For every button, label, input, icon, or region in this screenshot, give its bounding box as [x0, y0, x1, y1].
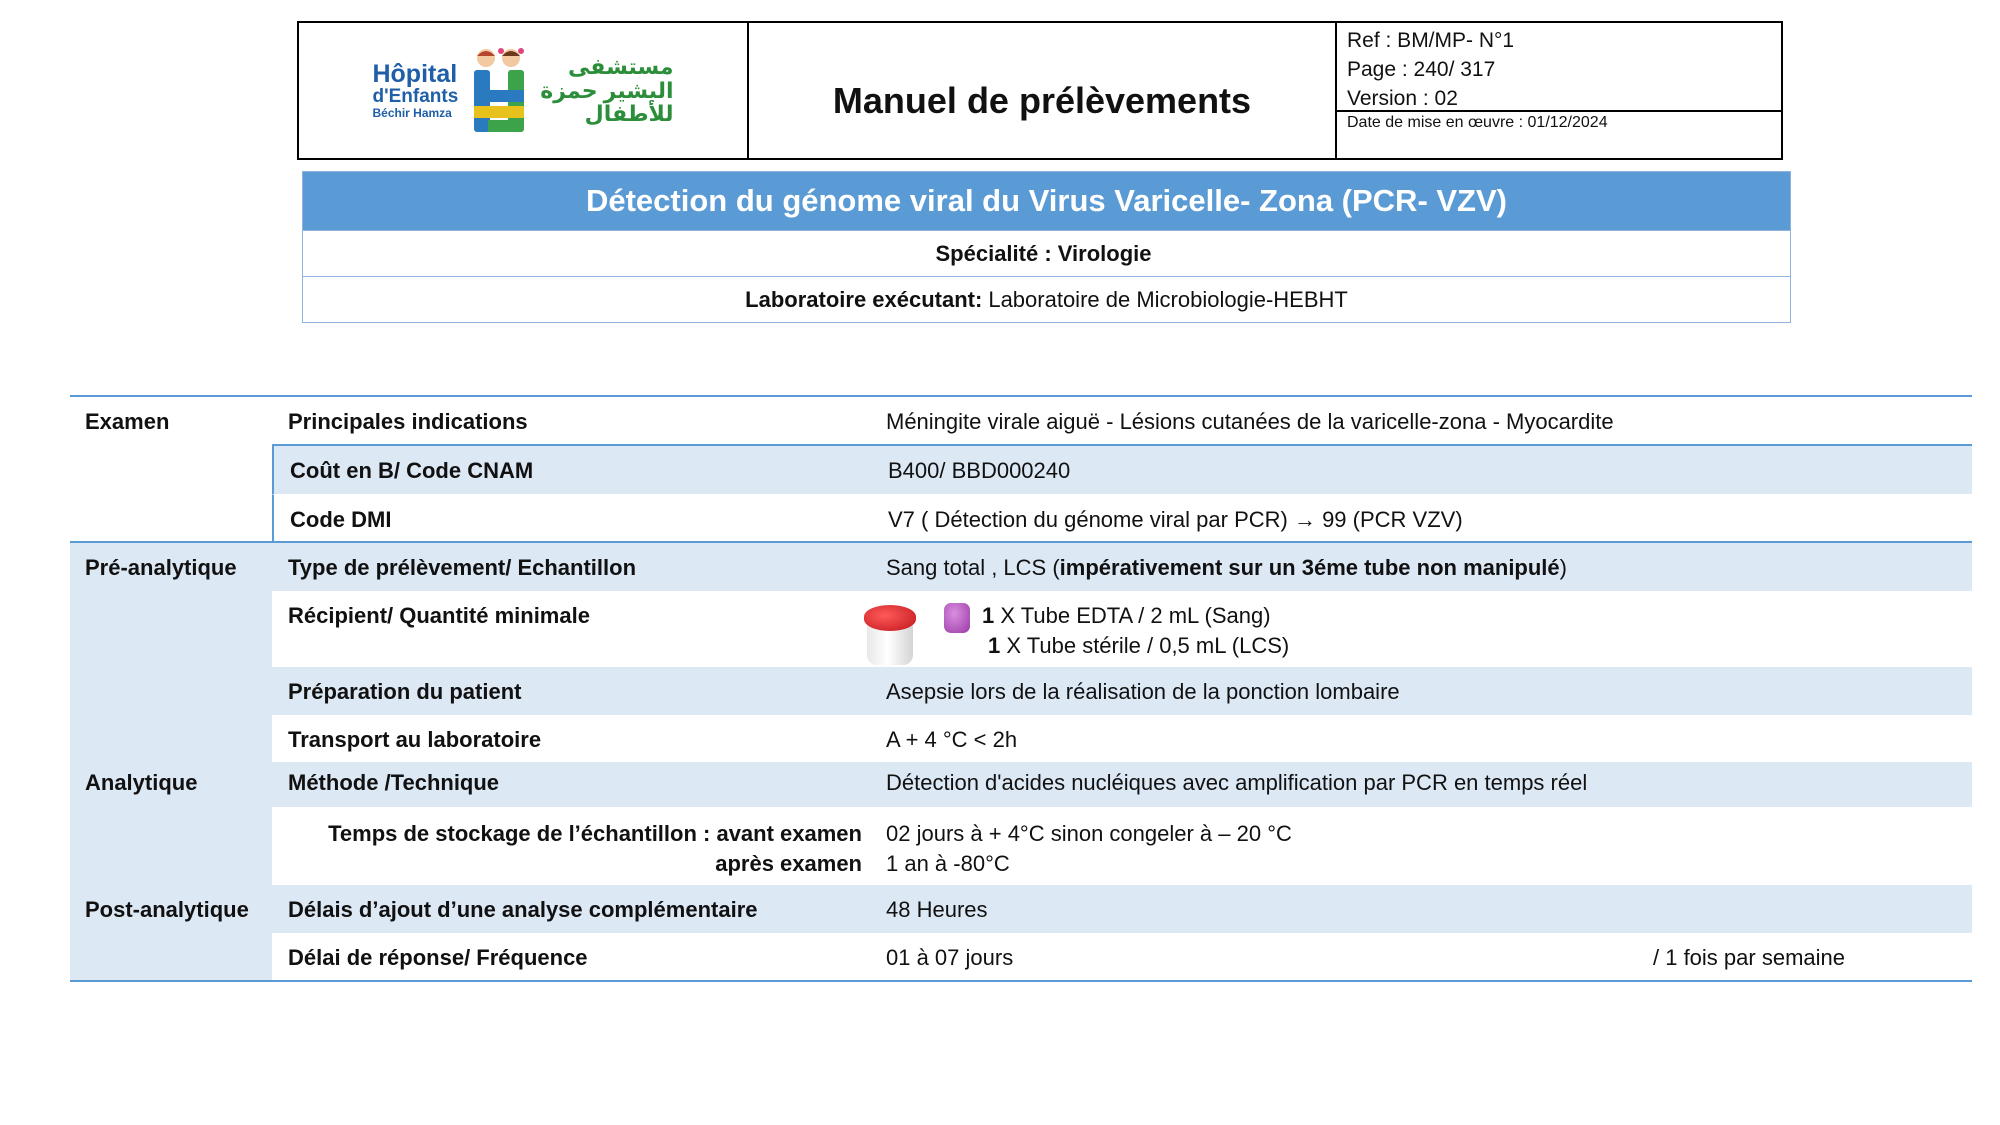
- container-2: X Tube stérile / 0,5 mL (LCS): [1000, 633, 1290, 658]
- row-label: Délai de réponse/ Fréquence: [288, 945, 588, 970]
- meta-top: [1337, 23, 1781, 112]
- table-row: [70, 591, 1972, 667]
- frequency: / 1 fois par semaine: [1653, 945, 1845, 970]
- storage-label-before: Temps de stockage de l’échantillon : avant examen: [328, 821, 862, 846]
- test-details-table: [70, 395, 1972, 982]
- test-title: Détection du génome viral du Virus Varicelle- Zona (PCR- VZV): [303, 172, 1790, 230]
- row-value: B400/ BBD000240: [888, 458, 1071, 483]
- logo-ar-line-1: مستشفى: [568, 53, 674, 79]
- section-pre-analytique: Pré-analytique: [70, 543, 272, 591]
- table-row: [70, 667, 1972, 715]
- section-analytique: Analytique: [70, 762, 272, 807]
- row-value: [876, 591, 1972, 667]
- row-value: Détection d'acides nucléiques avec amplification par PCR en temps réel: [886, 770, 1588, 795]
- table-row: [70, 933, 1972, 980]
- manual-title-cell: [749, 23, 1337, 158]
- row-label: Code DMI: [290, 507, 392, 532]
- qty-2: 1: [988, 633, 1001, 658]
- section-post-analytique: Post-analytique: [70, 885, 272, 933]
- edta-tube-cap-icon: [944, 603, 970, 633]
- value-bold: impérativement sur un 3éme tube non manipulé: [1059, 555, 1560, 580]
- effective-date: Date de mise en œuvre : 01/12/2024: [1347, 114, 1608, 131]
- laboratoire-label: Laboratoire exécutant:: [745, 286, 983, 312]
- value-end: ): [1559, 555, 1567, 580]
- logo-line-3: Béchir Hamza: [372, 105, 452, 120]
- document-meta: [1337, 23, 1781, 158]
- ref-number: Ref : BM/MP- N°1: [1347, 29, 1515, 52]
- storage-value-after: 1 an à -80°C: [886, 851, 1010, 876]
- laboratoire-row: [303, 276, 1790, 322]
- test-title-block: [302, 171, 1791, 323]
- table-row: [70, 762, 1972, 807]
- tube-images: [864, 603, 982, 675]
- row-value: Méningite virale aiguë - Lésions cutanées de la varicelle-zona - Myocardite: [886, 409, 1614, 434]
- value-plain: Sang total , LCS (: [886, 555, 1060, 580]
- row-label: Récipient/ Quantité minimale: [288, 603, 590, 628]
- section-spacer: [70, 715, 272, 762]
- table-row: [70, 397, 1972, 444]
- row-value: [876, 807, 1972, 885]
- document-header: [297, 21, 1783, 160]
- logo-ar-line-2: البشير حمزة: [540, 77, 674, 103]
- qty-1: 1: [982, 603, 995, 628]
- row-label: Type de prélèvement/ Echantillon: [288, 555, 637, 580]
- row-label: Coût en B/ Code CNAM: [290, 458, 534, 483]
- section-examen: Examen: [70, 397, 272, 444]
- container-line-2: [982, 631, 1289, 661]
- logo-line-1: Hôpital: [372, 59, 458, 88]
- row-value: Asepsie lors de la réalisation de la ponction lombaire: [886, 679, 1400, 704]
- manual-title: Manuel de prélèvements: [832, 79, 1252, 121]
- row-label: Principales indications: [288, 409, 528, 434]
- page-number: Page : 240/ 317: [1347, 58, 1496, 81]
- row-value: V7 ( Détection du génome viral par PCR) → 99 (PCR VZV): [888, 507, 1463, 532]
- row-value: [876, 543, 1972, 591]
- specialite-row: [303, 230, 1790, 276]
- row-label: [272, 807, 876, 885]
- children-h-emblem-icon: [468, 46, 530, 136]
- section-spacer: [70, 667, 272, 715]
- row-value: A + 4 °C < 2h: [886, 727, 1018, 752]
- row-value: 48 Heures: [886, 897, 988, 922]
- table-row: [70, 541, 1972, 591]
- response-delay: 01 à 07 jours: [886, 945, 1014, 970]
- row-label: Préparation du patient: [288, 679, 522, 704]
- section-spacer: [70, 807, 272, 885]
- row-label: Transport au laboratoire: [288, 727, 542, 752]
- section-spacer: [70, 933, 272, 980]
- sterile-container-icon: [864, 605, 916, 665]
- table-row: [272, 494, 1972, 541]
- logo-arabic-text: [540, 55, 673, 126]
- section-spacer: [70, 591, 272, 667]
- table-row: [70, 885, 1972, 933]
- storage-label-after: après examen: [715, 851, 862, 876]
- container-list: [982, 601, 1289, 661]
- hospital-logo: [299, 23, 749, 158]
- row-label: Délais d’ajout d’une analyse complémentaire: [288, 897, 758, 922]
- row-value: [876, 933, 1972, 980]
- logo-ar-line-3: للأطفال: [584, 101, 674, 127]
- storage-value-before: 02 jours à + 4°C sinon congeler à – 20 °C: [886, 821, 1292, 846]
- version: Version : 02: [1347, 87, 1458, 110]
- table-row: [70, 807, 1972, 885]
- table-row: [70, 715, 1972, 762]
- table-row: [272, 444, 1972, 494]
- container-1: X Tube EDTA / 2 mL (Sang): [994, 603, 1271, 628]
- logo-line-2: d'Enfants: [372, 86, 459, 108]
- logo-french-text: [372, 59, 459, 120]
- laboratoire-value: Laboratoire de Microbiologie-HEBHT: [988, 286, 1348, 312]
- specialite: Spécialité : Virologie: [935, 240, 1152, 266]
- row-label: Méthode /Technique: [288, 770, 500, 795]
- container-line-1: [982, 601, 1289, 631]
